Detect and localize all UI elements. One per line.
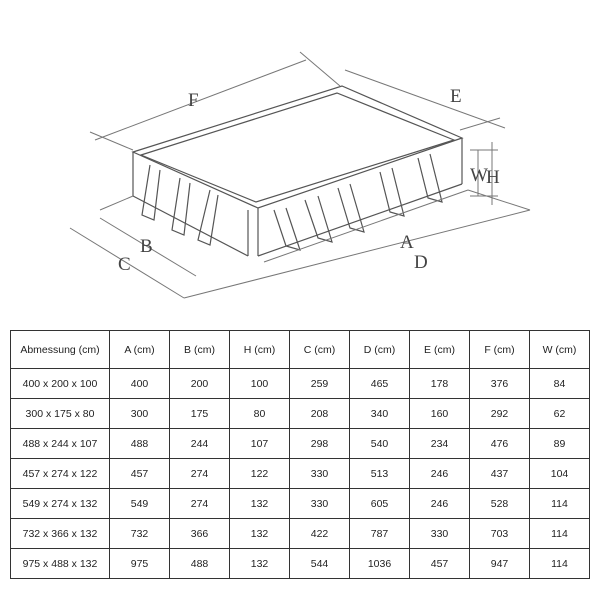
table-cell: 89 [530,429,590,459]
table-header-row [11,331,590,369]
table-cell: 175 [170,399,230,429]
table-cell: 732 x 366 x 132 [11,519,110,549]
table-cell: 437 [470,459,530,489]
table-cell: 107 [230,429,290,459]
table-cell: 104 [530,459,590,489]
table-cell: 330 [290,489,350,519]
table-row [11,399,590,429]
table-cell: 246 [410,459,470,489]
table-row [11,489,590,519]
table-cell: 528 [470,489,530,519]
table-cell: 457 [110,459,170,489]
table-cell: 114 [530,519,590,549]
column-header: E (cm) [410,331,470,369]
table-cell: 259 [290,369,350,399]
table-cell: 544 [290,549,350,579]
column-header: B (cm) [170,331,230,369]
table-cell: 540 [350,429,410,459]
table-cell: 200 [170,369,230,399]
table-cell: 132 [230,489,290,519]
table-cell: 340 [350,399,410,429]
table-cell: 513 [350,459,410,489]
table-cell: 488 [170,549,230,579]
column-header: A (cm) [110,331,170,369]
dimension-table [10,330,590,579]
column-header: H (cm) [230,331,290,369]
label-E: E [450,86,462,107]
column-header: D (cm) [350,331,410,369]
table-cell: 160 [410,399,470,429]
table-cell: 122 [230,459,290,489]
table-cell: 100 [230,369,290,399]
table-row [11,369,590,399]
table-cell: 292 [470,399,530,429]
table-cell: 330 [410,519,470,549]
table-cell: 975 x 488 x 132 [11,549,110,579]
column-header: C (cm) [290,331,350,369]
column-header: F (cm) [470,331,530,369]
table-cell: 300 x 175 x 80 [11,399,110,429]
table-row [11,549,590,579]
table-cell: 246 [410,489,470,519]
table-cell: 947 [470,549,530,579]
table-cell: 400 [110,369,170,399]
table-cell: 549 [110,489,170,519]
label-D: D [414,252,428,273]
table-cell: 549 x 274 x 132 [11,489,110,519]
table-cell: 605 [350,489,410,519]
table-cell: 234 [410,429,470,459]
table-cell: 114 [530,549,590,579]
table-cell: 476 [470,429,530,459]
table-cell: 114 [530,489,590,519]
table-cell: 132 [230,519,290,549]
table-cell: 975 [110,549,170,579]
table-row [11,459,590,489]
label-W: W [470,165,488,186]
table-cell: 465 [350,369,410,399]
table-cell: 703 [470,519,530,549]
table-cell: 732 [110,519,170,549]
table-cell: 488 x 244 x 107 [11,429,110,459]
label-F: F [188,90,199,111]
label-H: H [486,167,500,188]
column-header: W (cm) [530,331,590,369]
column-header: Abmessung (cm) [11,331,110,369]
table-cell: 366 [170,519,230,549]
table-cell: 376 [470,369,530,399]
pool-legs [142,154,442,250]
pool-rim [133,86,462,208]
table-cell: 300 [110,399,170,429]
table-cell: 244 [170,429,230,459]
label-A: A [400,232,414,253]
table-cell: 330 [290,459,350,489]
table-row [11,429,590,459]
table-cell: 787 [350,519,410,549]
table-cell: 422 [290,519,350,549]
table-cell: 274 [170,459,230,489]
table-cell: 457 [410,549,470,579]
table-cell: 274 [170,489,230,519]
table-cell: 457 x 274 x 122 [11,459,110,489]
table-row [11,519,590,549]
label-B: B [140,236,153,257]
table-cell: 80 [230,399,290,429]
table-cell: 132 [230,549,290,579]
table-cell: 178 [410,369,470,399]
table-cell: 208 [290,399,350,429]
table-cell: 400 x 200 x 100 [11,369,110,399]
table-cell: 84 [530,369,590,399]
table-cell: 488 [110,429,170,459]
table-cell: 1036 [350,549,410,579]
label-C: C [118,254,131,275]
table-cell: 62 [530,399,590,429]
table-cell: 298 [290,429,350,459]
